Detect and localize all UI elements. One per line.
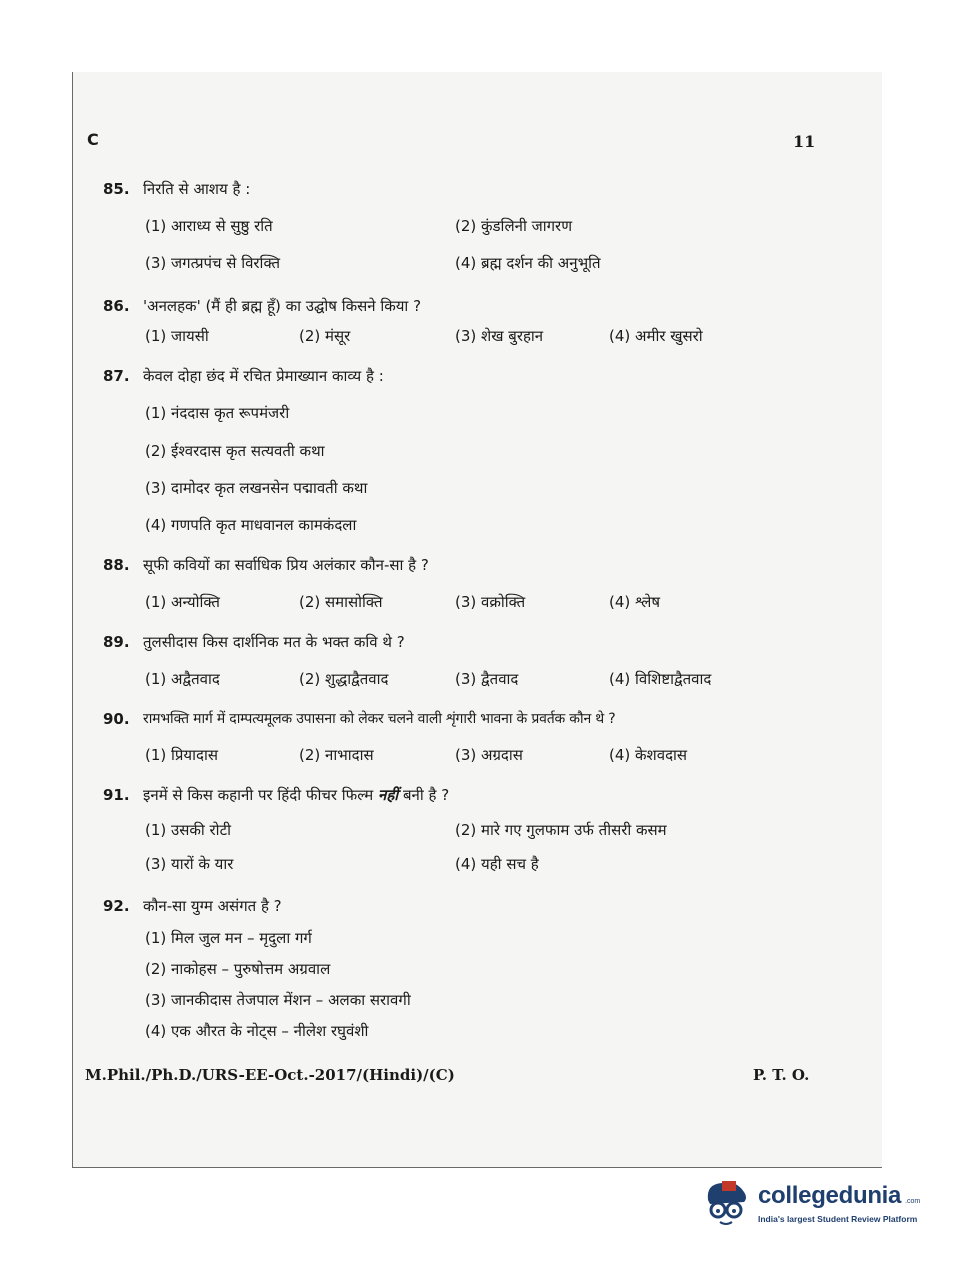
page-number: 11 (793, 132, 816, 151)
question-91 (73, 784, 873, 806)
option-3: (3) दामोदर कृत लखनसेन पद्मावती कथा (145, 479, 368, 497)
question-text: तुलसीदास किस दार्शनिक मत के भक्त कवि थे ? (143, 633, 405, 651)
option-2: (2) नाभादास (299, 746, 374, 764)
option-1: (1) मिल जुल मन – मृदुला गर्ग (145, 929, 312, 947)
option-4: (4) यही सच है (455, 855, 539, 873)
question-89 (73, 631, 873, 653)
question-number: 87. (103, 367, 130, 385)
question-text-emphasis: नहीं (378, 786, 399, 804)
brand-name: collegedunia (758, 1182, 902, 1209)
question-number: 85. (103, 180, 130, 198)
question-90 (73, 708, 873, 730)
question-number: 90. (103, 710, 130, 728)
question-86 (73, 295, 873, 317)
booklet-series: C (87, 130, 99, 149)
option-4: (4) ब्रह्म दर्शन की अनुभूति (455, 254, 601, 272)
option-3: (3) जानकीदास तेजपाल मेंशन – अलका सरावगी (145, 991, 411, 1009)
option-3: (3) जगत्प्रपंच से विरक्ति (145, 254, 281, 272)
option-2: (2) मारे गए गुलफाम उर्फ तीसरी कसम (455, 821, 667, 839)
question-text: निरति से आशय है : (143, 180, 251, 198)
option-1: (1) अद्वैतवाद (145, 670, 220, 688)
question-number: 86. (103, 297, 130, 315)
option-3: (3) अग्रदास (455, 746, 523, 764)
question-87 (73, 365, 873, 387)
question-92 (73, 895, 873, 917)
question-85 (73, 178, 873, 200)
option-1: (1) उसकी रोटी (145, 821, 232, 839)
question-number: 91. (103, 786, 130, 804)
brand-suffix: .com (905, 1198, 921, 1205)
option-2: (2) मंसूर (299, 327, 351, 345)
option-1: (1) अन्योक्ति (145, 593, 220, 611)
pto-note: P. T. O. (753, 1066, 810, 1084)
mascot-icon (700, 1178, 752, 1230)
option-4: (4) अमीर खुसरो (609, 327, 703, 345)
question-text: केवल दोहा छंद में रचित प्रेमाख्यान काव्य है : (143, 367, 384, 385)
question-text (143, 784, 449, 806)
paper-code: M.Phil./Ph.D./URS-EE-Oct.-2017/(Hindi)/(C) (85, 1066, 455, 1084)
option-3: (3) शेख बुरहान (455, 327, 544, 345)
question-number: 92. (103, 897, 130, 915)
question-text: रामभक्ति मार्ग में दाम्पत्यमूलक उपासना को लेकर चलने वाली शृंगारी भावना के प्रवर्तक कौन थे ? (143, 711, 616, 727)
option-3: (3) यारों के यार (145, 855, 234, 873)
question-number: 89. (103, 633, 130, 651)
option-4: (4) केशवदास (609, 746, 688, 764)
question-text: 'अनलहक' (मैं ही ब्रह्म हूँ) का उद्घोष किसने किया ? (143, 297, 422, 315)
option-3: (3) वक्रोक्ति (455, 593, 526, 611)
option-3: (3) द्वैतवाद (455, 670, 519, 688)
option-2: (2) कुंडलिनी जागरण (455, 217, 573, 235)
option-4: (4) गणपति कृत माधवानल कामकंदला (145, 516, 357, 534)
option-2: (2) नाकोहस – पुरुषोत्तम अग्रवाल (145, 960, 331, 978)
option-4: (4) एक औरत के नोट्स – नीलेश रघुवंशी (145, 1022, 369, 1040)
question-text: सूफी कवियों का सर्वाधिक प्रिय अलंकार कौन-सा है ? (143, 556, 429, 574)
option-2: (2) समासोक्ति (299, 593, 383, 611)
question-text-part: इनमें से किस कहानी पर हिंदी फीचर फिल्म (143, 786, 379, 804)
question-text-part: बनी है ? (398, 786, 450, 804)
option-2: (2) शुद्धाद्वैतवाद (299, 670, 389, 688)
question-text: कौन-सा युग्म असंगत है ? (143, 897, 282, 915)
option-4: (4) श्लेष (609, 593, 661, 611)
option-1: (1) प्रियादास (145, 746, 219, 764)
question-number: 88. (103, 556, 130, 574)
option-1: (1) नंददास कृत रूपमंजरी (145, 404, 290, 422)
brand-tagline: India's largest Student Review Platform (758, 1214, 918, 1224)
exam-page (72, 72, 882, 1168)
question-88 (73, 554, 873, 576)
option-4: (4) विशिष्टाद्वैतवाद (609, 670, 712, 688)
option-1: (1) आराध्य से सुष्ठु रति (145, 217, 273, 235)
option-1: (1) जायसी (145, 327, 209, 345)
option-2: (2) ईश्वरदास कृत सत्यवती कथा (145, 442, 325, 460)
collegedunia-watermark (700, 1178, 930, 1238)
